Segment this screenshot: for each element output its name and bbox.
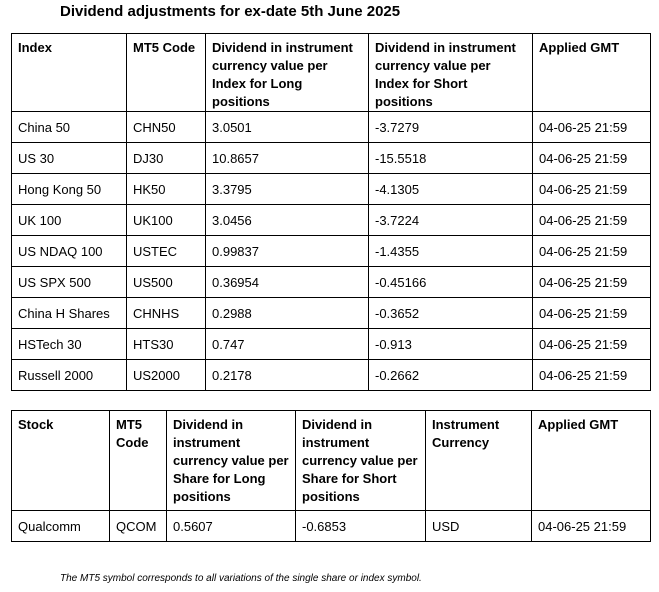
header-short-dividend: Dividend in instrument currency value per Index for Short positions: [369, 34, 533, 112]
table-cell: 0.2178: [206, 360, 369, 391]
table-cell: 04-06-25 21:59: [533, 174, 651, 205]
table-cell: 3.0501: [206, 112, 369, 143]
table-cell: HTS30: [127, 329, 206, 360]
table-cell: USD: [426, 511, 532, 542]
table-row: [12, 112, 651, 143]
table-header-row: [12, 34, 651, 112]
header-stock: Stock: [12, 411, 110, 511]
header-index: Index: [12, 34, 127, 112]
table-row: [12, 298, 651, 329]
table-cell: 3.0456: [206, 205, 369, 236]
index-dividend-table: [11, 33, 651, 391]
table-cell: UK100: [127, 205, 206, 236]
table-cell: 04-06-25 21:59: [533, 143, 651, 174]
table-row: [12, 329, 651, 360]
table-row: [12, 360, 651, 391]
header-mt5-code: MT5 Code: [127, 34, 206, 112]
table-cell: 10.8657: [206, 143, 369, 174]
table-cell: -0.6853: [296, 511, 426, 542]
table-cell: UK 100: [12, 205, 127, 236]
table-cell: US 30: [12, 143, 127, 174]
table-cell: 04-06-25 21:59: [533, 236, 651, 267]
table-cell: DJ30: [127, 143, 206, 174]
footnote: The MT5 symbol corresponds to all variations of the single share or index symbol.: [60, 573, 422, 584]
table-row: [12, 143, 651, 174]
table-cell: 04-06-25 21:59: [533, 112, 651, 143]
table-cell: 04-06-25 21:59: [533, 205, 651, 236]
table-cell: China 50: [12, 112, 127, 143]
header-short-dividend: Dividend in instrument currency value per Share for Short positions: [296, 411, 426, 511]
table-cell: 04-06-25 21:59: [532, 511, 651, 542]
table-cell: USTEC: [127, 236, 206, 267]
table-cell: 0.5607: [167, 511, 296, 542]
table-cell: HSTech 30: [12, 329, 127, 360]
table-header-row: [12, 411, 651, 511]
table-cell: US2000: [127, 360, 206, 391]
table-cell: -0.913: [369, 329, 533, 360]
table-cell: -3.7279: [369, 112, 533, 143]
table-cell: 04-06-25 21:59: [533, 267, 651, 298]
table-cell: -0.45166: [369, 267, 533, 298]
header-applied-gmt: Applied GMT: [533, 34, 651, 112]
table-cell: 04-06-25 21:59: [533, 298, 651, 329]
table-cell: US500: [127, 267, 206, 298]
table-cell: -4.1305: [369, 174, 533, 205]
table-cell: China H Shares: [12, 298, 127, 329]
table-row: [12, 267, 651, 298]
header-long-dividend: Dividend in instrument currency value per Share for Long positions: [167, 411, 296, 511]
table-row: [12, 205, 651, 236]
table-cell: 0.2988: [206, 298, 369, 329]
table-cell: -15.5518: [369, 143, 533, 174]
table-cell: US SPX 500: [12, 267, 127, 298]
table-cell: Russell 2000: [12, 360, 127, 391]
table-cell: 0.747: [206, 329, 369, 360]
table-row: [12, 511, 651, 542]
table-cell: -3.7224: [369, 205, 533, 236]
table-cell: HK50: [127, 174, 206, 205]
table-cell: 04-06-25 21:59: [533, 360, 651, 391]
header-mt5-code: MT5 Code: [110, 411, 167, 511]
table-row: [12, 174, 651, 205]
table-row: [12, 236, 651, 267]
table-cell: 04-06-25 21:59: [533, 329, 651, 360]
header-long-dividend: Dividend in instrument currency value per Index for Long positions: [206, 34, 369, 112]
table-cell: -1.4355: [369, 236, 533, 267]
table-cell: CHNHS: [127, 298, 206, 329]
table-cell: Qualcomm: [12, 511, 110, 542]
header-applied-gmt: Applied GMT: [532, 411, 651, 511]
table-cell: -0.3652: [369, 298, 533, 329]
table-cell: 0.36954: [206, 267, 369, 298]
table-cell: QCOM: [110, 511, 167, 542]
page-title: Dividend adjustments for ex-date 5th June 2025: [60, 3, 401, 20]
table-cell: US NDAQ 100: [12, 236, 127, 267]
table-cell: 3.3795: [206, 174, 369, 205]
table-cell: CHN50: [127, 112, 206, 143]
header-instrument-currency: Instrument Currency: [426, 411, 532, 511]
table-cell: -0.2662: [369, 360, 533, 391]
table-cell: Hong Kong 50: [12, 174, 127, 205]
table-cell: 0.99837: [206, 236, 369, 267]
stock-dividend-table: [11, 410, 651, 542]
